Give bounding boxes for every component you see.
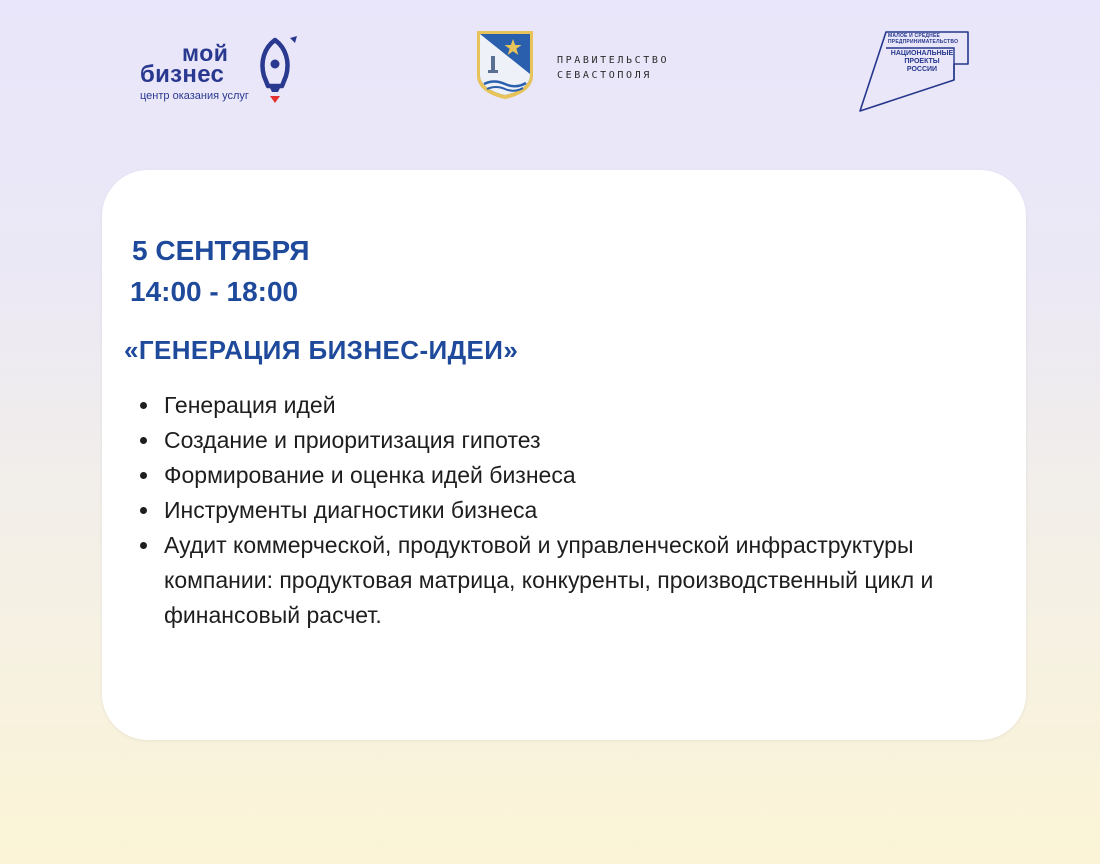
moy-biznes-logo-line2: бизнес xyxy=(140,61,225,88)
moy-biznes-logo-line1: мой xyxy=(182,40,229,66)
list-item-text: Формирование и оценка идей бизнеса xyxy=(164,462,576,488)
bullet-icon xyxy=(140,402,147,409)
bullet-icon xyxy=(140,472,147,479)
np-logo-line5: РОССИИ xyxy=(906,66,938,73)
government-logo-line1: ПРАВИТЕЛЬСТВО xyxy=(557,55,670,66)
event-time: 14:00 - 18:00 xyxy=(130,276,299,307)
list-item xyxy=(138,388,998,423)
list-item-text: Создание и приоритизация гипотез xyxy=(164,427,541,453)
rocket-pin-icon xyxy=(246,34,302,104)
government-logo-line2: СЕВАСТОПОЛЯ xyxy=(557,70,652,81)
list-item xyxy=(138,493,998,528)
bullet-icon xyxy=(140,507,147,514)
event-title: «ГЕНЕРАЦИЯ БИЗНЕС-ИДЕИ» xyxy=(124,335,519,365)
event-date: 5 СЕНТЯБРЯ xyxy=(132,235,310,266)
list-item-text: Аудит коммерческой, продуктовой и управленческой инфраструктуры компании: продуктовая матрица, конкуренты, производственный цикл и финансовый расчет. xyxy=(164,532,934,628)
list-item-text: Генерация идей xyxy=(164,392,336,418)
sevastopol-government-logo xyxy=(474,28,704,100)
list-item xyxy=(138,528,998,633)
event-card xyxy=(102,170,1026,740)
np-logo-line1: МАЛОЕ И СРЕДНЕЕ xyxy=(888,33,941,39)
moy-biznes-logo-subtitle: центр оказания услуг xyxy=(140,90,249,102)
np-logo-line2: ПРЕДПРИНИМАТЕЛЬСТВО xyxy=(888,39,959,45)
list-item xyxy=(138,458,998,493)
event-topics-list xyxy=(138,388,998,633)
sevastopol-coat-of-arms-icon xyxy=(474,28,536,100)
national-projects-logo xyxy=(858,30,970,114)
moy-biznes-logo xyxy=(138,34,298,104)
list-item xyxy=(138,423,998,458)
np-logo-line3: НАЦИОНАЛЬНЫЕ xyxy=(890,50,954,57)
bullet-icon xyxy=(140,542,147,549)
np-logo-line4: ПРОЕКТЫ xyxy=(904,58,940,65)
list-item-text: Инструменты диагностики бизнеса xyxy=(164,497,538,523)
bullet-icon xyxy=(140,437,147,444)
